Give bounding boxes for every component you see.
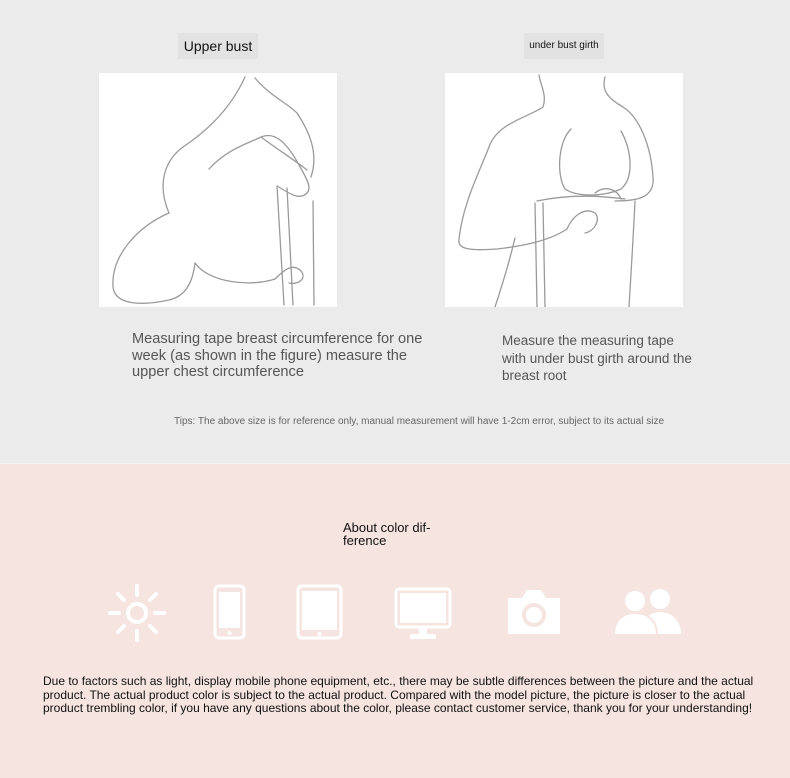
upper-bust-label: Upper bust (178, 33, 258, 59)
under-bust-illustration (445, 73, 683, 307)
people-icon (613, 586, 683, 636)
camera-icon (504, 586, 564, 638)
upper-bust-caption: Measuring tape breast circumference for one week (as shown in the figure) measure the upper chest circumference (132, 331, 423, 380)
color-difference-title: About color dif-ference (343, 520, 431, 548)
monitor-icon (394, 587, 452, 641)
color-difference-description: Due to factors such as light, display mobile phone equipment, etc., there may be subtle differences between the picture and the actual product. The actual product color is subject to the actual product. Compared with the model picture, the picture is closer to the actual product trembling color, if you have any questions about the color, please contact customer service, thank you for your understanding! (43, 674, 754, 715)
tips-note: Tips: The above size is for reference only, manual measurement will have 1-2cm error, subject to its actual size (174, 416, 665, 427)
under-bust-label: under bust girth (524, 33, 604, 59)
sun-icon (108, 584, 166, 642)
under-bust-caption: Measure the measuring tape with under bust girth around the breast root (502, 333, 692, 383)
mobile-phone-icon (213, 584, 246, 640)
upper-bust-illustration (99, 73, 337, 307)
tablet-icon (296, 584, 343, 640)
